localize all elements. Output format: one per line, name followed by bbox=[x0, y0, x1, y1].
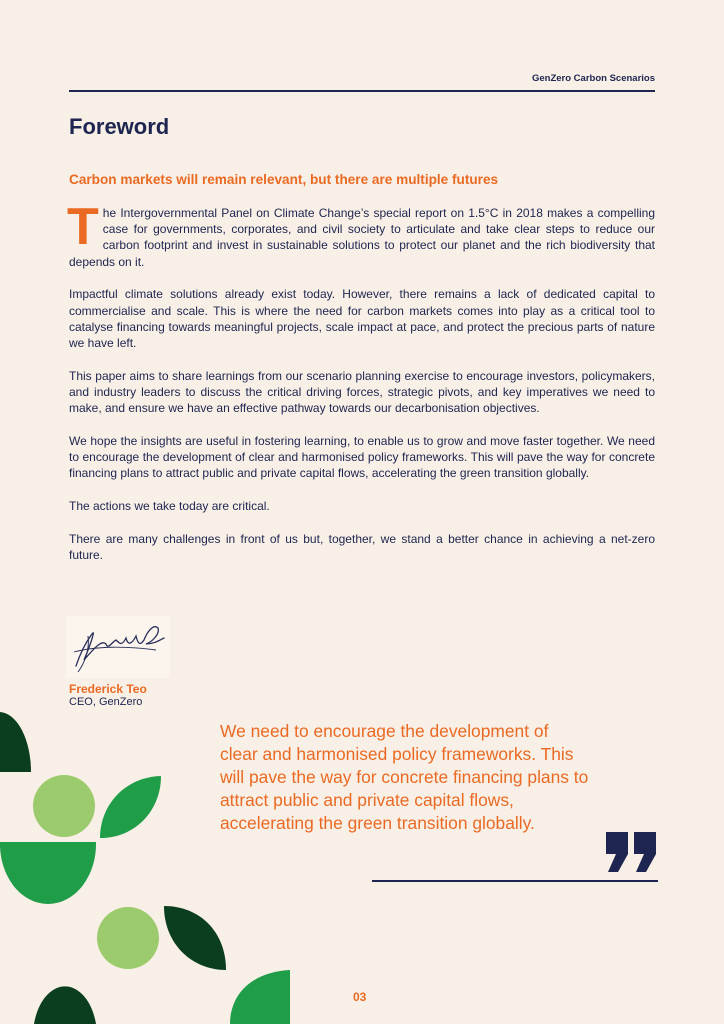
pull-quote: We need to encourage the development of clear and harmonised policy frameworks. This will pave the way for concrete financing plans to attract public and private capital flows, accelerating the green transition globally. bbox=[220, 721, 589, 833]
paragraph-1 bbox=[67, 198, 655, 270]
signatory-name: Frederick Teo bbox=[69, 682, 147, 696]
signatory-role: CEO, GenZero bbox=[69, 696, 143, 708]
closing-quote-icon bbox=[604, 832, 660, 872]
paragraph-6: There are many challenges in front of us but, together, we stand a better chance in achieving a net-zero future. bbox=[69, 531, 655, 562]
foreword-body bbox=[67, 198, 655, 579]
paragraph-5: The actions we take today are critical. bbox=[69, 498, 270, 513]
page-title: Foreword bbox=[69, 114, 170, 139]
paragraph-2: Impactful climate solutions already exist today. However, there remains a lack of dedicated capital to commercialise and scale. This is where the need for carbon markets comes into play as a critical tool to catalyse financing towards meaningful projects, scale impact at pace, and protect the precious parts of nature we have left. bbox=[69, 287, 655, 350]
page-subtitle: Carbon markets will remain relevant, but there are multiple futures bbox=[69, 172, 499, 187]
quote-divider bbox=[372, 880, 658, 882]
page-number: 03 bbox=[353, 990, 367, 1004]
paragraph-4: We hope the insights are useful in fostering learning, to enable us to grow and move faster together. We need to encourage the development of clear and harmonised policy frameworks. This will pave the way for concrete financing plans to attract public and private capital flows, accelerating the green transition globally. bbox=[69, 433, 655, 481]
header-title: GenZero Carbon Scenarios bbox=[531, 73, 655, 84]
header-divider bbox=[69, 90, 655, 92]
paragraph-1-text: he Intergovernmental Panel on Climate Change’s special report on 1.5°C in 2018 makes a compelling case for governments, corporates, and civil society to articulate and take clear steps to reduce our carbon footprint and invest in sustainable solutions to protect our planet and the rich biodiversity that depends on it. bbox=[69, 206, 655, 269]
handwritten-signature bbox=[66, 616, 170, 678]
paragraph-3: This paper aims to share learnings from our scenario planning exercise to encourage investors, policymakers, and industry leaders to discuss the critical driving forces, strategic pivots, and key imperatives we need to make, and ensure we have an effective pathway towards our decarbonisation objectives. bbox=[69, 368, 655, 416]
drop-cap: T bbox=[67, 198, 99, 256]
decorative-leaf-shapes bbox=[0, 700, 300, 1024]
